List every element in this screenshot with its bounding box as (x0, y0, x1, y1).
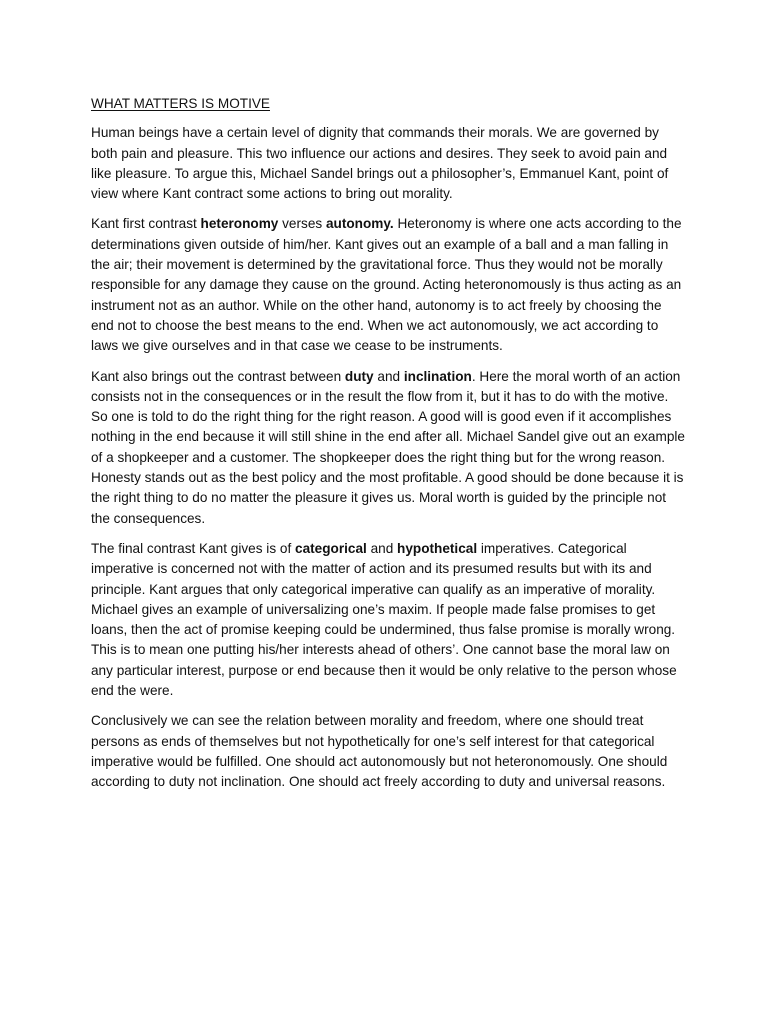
emphasized-term: inclination (403, 368, 472, 384)
paragraph-text: verses (278, 216, 326, 232)
emphasized-term: heteronomy (200, 216, 279, 232)
paragraph-text: Human beings have a certain level of dignity that commands their morals. We are governed by both pain and pleasure. This two influence our actions and desires. They seek to avoid pain and like pleasure. To argue this, Michael Sandel brings out a philosopher’s, Emmanuel Kant, point of view where Kant contract some actions to bring out morality. (91, 125, 669, 202)
paragraph (91, 367, 687, 529)
document-body (91, 123, 687, 792)
paragraph (91, 539, 687, 701)
paragraph-text: Conclusively we can see the relation between morality and freedom, where one should treat persons as ends of themselves but not hypothetically for one’s self interest for that categorical imperative would be fulfilled. One should act autonomously but not heteronomously. One should according to duty not inclination. One should act freely according to duty and universal reasons. (91, 713, 668, 790)
paragraph-text: and (366, 540, 398, 556)
paragraph-text: imperatives. Categorical imperative is concerned not with the matter of action and its presumed results but with its and principle. Kant argues that only categorical imperative can qualify as an imperative of morality. Michael gives an example of universalizing one’s maxim. If people made false promises to get loans, then the act of promise keeping could be undermined, thus false promise is morally wrong. This is to mean one putting his/her interests ahead of others’. One cannot base the moral law on any particular interest, purpose or end because then it would be only relative to the person whose end the were. (91, 540, 677, 699)
paragraph-text: Kant also brings out the contrast between (91, 368, 345, 384)
emphasized-term: autonomy. (325, 216, 394, 232)
paragraph-text: The final contrast Kant gives is of (91, 540, 296, 556)
paragraph-text: Heteronomy is where one acts according to the determinations given outside of him/her. Kant gives out an example of a ball and a man falling in the air; their movement is determined by the gravitational force. Thus they would not be morally responsible for any damage they cause on the ground. Acting heteronomously is thus acting as an instrument not as an author. While on the other hand, autonomy is to act freely by choosing the end not to choose the best means to the end. When we act autonomously, we act according to laws we give ourselves and in that case we cease to be instruments. (91, 216, 682, 354)
emphasized-term: hypothetical (397, 540, 478, 556)
paragraph (91, 711, 687, 792)
paragraph (91, 214, 687, 356)
paragraph-text: and (373, 368, 404, 384)
paragraph-text: . Here the moral worth of an action consists not in the consequences or in the result the flow from it, but it has to do with the motive. So one is told to do the right thing for the right reason. A good will is good even if it accomplishes nothing in the end because it will still shine in the end after all. Michael Sandel give out an example of a shopkeeper and a customer. The shopkeeper does the right thing but for the wrong reason. Honesty stands out as the best policy and the most profitable. A good should be done because it is the right thing to do no matter the pleasure it gives us. Moral worth is guided by the principle not the consequences. (91, 368, 685, 526)
emphasized-term: duty (344, 368, 374, 384)
document-title: WHAT MATTERS IS MOTIVE (91, 96, 270, 111)
emphasized-term: categorical (295, 540, 367, 556)
paragraph-text: Kant first contrast (91, 216, 201, 232)
paragraph (91, 123, 687, 204)
document-page (91, 94, 687, 803)
